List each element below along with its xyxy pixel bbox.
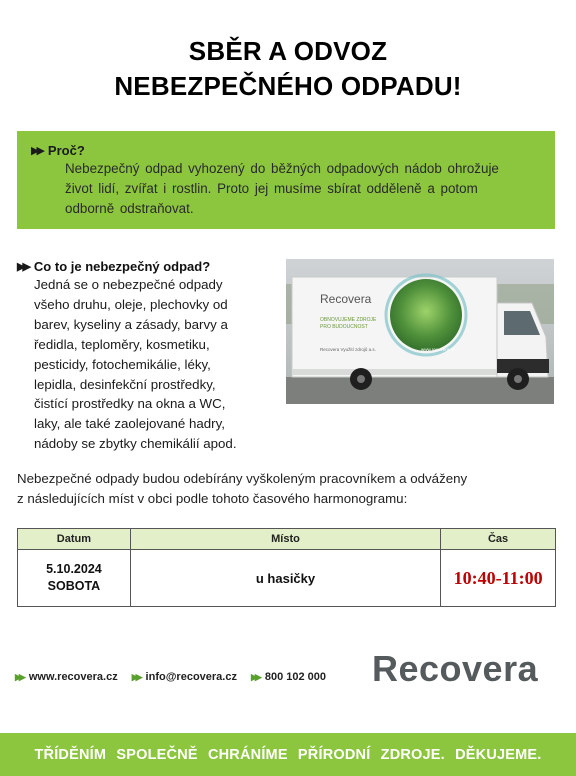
what-line: Jedná se o nebezpečné odpady <box>34 277 223 292</box>
footer-web-text: www.recovera.cz <box>28 671 118 683</box>
header-place: Místo <box>130 529 440 550</box>
logo-text: Recovera <box>372 650 539 689</box>
intro-text <box>17 469 557 509</box>
day-value: SOBOTA <box>47 579 101 593</box>
what-text <box>34 275 279 454</box>
why-heading: Proč? <box>47 143 85 158</box>
bottom-banner-text: TŘÍDĚNÍM SPOLEČNĚ CHRÁNÍME PŘÍRODNÍ ZDROJE. DĚKUJEME. <box>34 746 542 763</box>
bottom-banner <box>0 733 576 776</box>
truck-url: www.recovera.cz <box>421 347 456 352</box>
schedule-table <box>17 528 556 607</box>
truck-slogan-2: PRO BUDOUCNOST <box>320 324 368 330</box>
footer-contacts <box>15 671 340 683</box>
what-heading-row <box>17 259 279 274</box>
why-line: odborně odstraňovat. <box>65 201 194 216</box>
double-arrow-icon: ▶▶ <box>131 671 140 682</box>
double-arrow-icon: ▶▶ <box>15 671 23 682</box>
what-heading: Co to je nebezpečný odpad? <box>33 259 211 274</box>
recovera-logo <box>372 650 556 690</box>
page-title <box>0 34 576 104</box>
truck-small-text: Recovera Využití zdrojů a.s. <box>320 347 376 352</box>
date-value: 5.10.2024 <box>46 562 102 576</box>
what-line: všeho druhu, oleje, plechovky od <box>34 296 228 312</box>
truck-brand: Recovera <box>320 292 372 306</box>
header-time: Čas <box>441 529 556 550</box>
what-line: lepidla, desinfekční prostředky, <box>34 376 216 392</box>
footer-email[interactable] <box>132 671 237 683</box>
footer-phone[interactable] <box>251 671 326 683</box>
what-line: čistící prostředky na okna a WC, <box>34 396 226 412</box>
footer-web[interactable] <box>15 671 118 683</box>
double-arrow-icon: ▶▶ <box>17 261 28 273</box>
intro-line-1: Nebezpečné odpady budou odebírány vyškoleným pracovníkem a odváženy <box>17 471 468 486</box>
cell-date <box>18 550 131 607</box>
double-arrow-icon: ▶▶ <box>31 145 42 157</box>
title-line-2: NEBEZPEČNÉHO ODPADU! <box>114 71 462 101</box>
cell-place: u hasičky <box>130 550 440 607</box>
what-line: laky, ale také zaolejované hadry, <box>34 416 225 432</box>
why-heading-row <box>31 143 541 158</box>
what-line: nádoby se zbytky chemikálií apod. <box>34 436 237 452</box>
truck-slogan-1: OBNOVUJEME ZDROJE <box>320 317 377 323</box>
why-line: Nebezpečný odpad vyhozený do běžných odpadových nádob ohrožuje <box>65 161 499 176</box>
why-text <box>65 159 541 219</box>
table-row <box>18 550 556 607</box>
header-date: Datum <box>18 529 131 550</box>
why-line: život lidí, zvířat i rostlin. Proto jej musíme sbírat odděleně a potom <box>65 181 478 196</box>
what-line: barev, kyseliny a zásady, barvy a <box>34 316 228 332</box>
footer-phone-text: 800 102 000 <box>264 671 326 683</box>
why-box <box>17 131 555 229</box>
footer-email-text: info@recovera.cz <box>145 671 237 683</box>
schedule-header-row <box>18 529 556 550</box>
intro-line-2: z následujících míst v obci podle tohoto časového harmonogramu: <box>17 491 408 506</box>
truck-photo <box>286 259 554 404</box>
cell-time: 10:40-11:00 <box>441 550 556 607</box>
what-line: pesticidy, fotochemikálie, léky, <box>34 356 211 372</box>
what-section <box>17 259 279 454</box>
double-arrow-icon: ▶▶ <box>250 671 259 682</box>
what-line: ředidla, teploměry, kosmetiku, <box>34 336 210 352</box>
title-line-1: SBĚR A ODVOZ <box>188 36 388 66</box>
